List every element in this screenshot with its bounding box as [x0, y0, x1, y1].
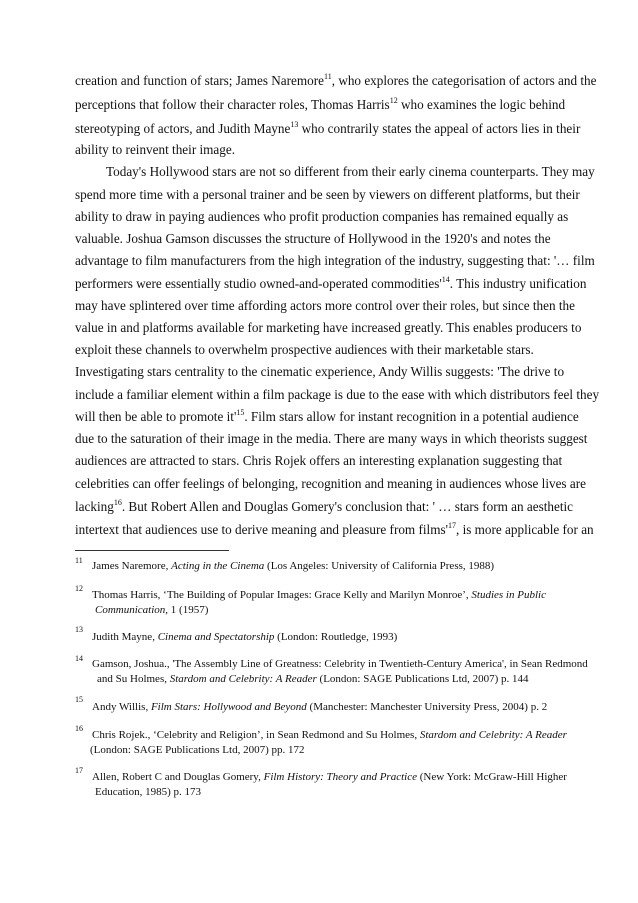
body-line: ability to draw in paying audiences who profit production companies has remained equally as [75, 209, 569, 224]
body-line: performers were essentially studio owned-and-operated $commodities'^{14}$. This industry unification [75, 275, 587, 291]
footnote-number: 13 [75, 625, 83, 634]
body-line: will then be able to promote $it'^{15}$. Film stars allow for instant recognition in a potential audience [75, 408, 579, 424]
footnote-text: Gamson, Joshua., 'The Assembly Line of Greatness: Celebrity in Twentieth-Century America', in Sean Redmond [92, 658, 588, 670]
body-line: spend more time with a personal trainer and be seen by viewers on different platforms, but their [75, 187, 580, 202]
footnote-text: (London: SAGE Publications Ltd, 2007) pp. 172 [90, 744, 305, 756]
body-line: Investigating stars centrality to the cinematic experience, Andy Willis suggests: 'The drive to [75, 364, 565, 379]
body-line: celebrities can offer feelings of belonging, recognition and meaning in audiences whose lives are [75, 476, 586, 491]
footnote-number: 14 [75, 654, 83, 663]
footnote-number: 15 [75, 695, 83, 704]
footnote-text: Judith Mayne, Cinema and Spectatorship (London: Routledge, 1993) [92, 631, 398, 643]
body-line: stereotyping of actors, and Judith Mayne$^{13}$ who contrarily states the appeal of actors lies in their [75, 120, 581, 136]
footnote-number: 11 [75, 556, 83, 565]
footnote-number: 12 [75, 584, 83, 593]
paragraph-start: Today's Hollywood stars are not so different from their early cinema counterparts. They may [106, 164, 595, 179]
body-line: perceptions that follow their character roles, Thomas Harris$^{12}$ who examines the logic behind [75, 96, 566, 112]
body-line: may have splintered over time affording actors more control over their roles, but since then the [75, 298, 575, 313]
body-line: creation and function of stars; James Naremore$^{11}$, who explores the categorisation of actors and the [75, 72, 597, 88]
footnote-separator [75, 550, 229, 551]
footnote-text: James Naremore, Acting in the Cinema (Los Angeles: University of California Press, 1988) [92, 560, 495, 572]
body-line: lacking$^{16}$. But Robert Allen and Douglas Gomery's conclusion that: ' … stars form an aesthetic [75, 498, 574, 514]
body-line: exploit these channels to overwhelm prospective audiences with their marketable stars. [75, 342, 534, 357]
footnote-text: Education, 1985) p. 173 [95, 786, 202, 798]
footnote-text: Communication, 1 (1957) [95, 604, 209, 616]
body-line: intertext that audiences use to derive meaning and pleasure from $films'^{17}$, is more applicable for an [75, 521, 594, 537]
footnote-text: and Su Holmes, Stardom and Celebrity: A Reader (London: SAGE Publications Ltd, 2007) p. 144 [97, 673, 529, 685]
body-line: ability to reinvent their image. [75, 142, 236, 157]
footnote-text: Chris Rojek., ‘Celebrity and Religion’, in Sean Redmond and Su Holmes, Stardom and Celebrity: A Reader [92, 729, 567, 741]
body-line: value in and platforms available for marketing have increased greatly. This enables producers to [75, 320, 582, 335]
footnote-text: Andy Willis, Film Stars: Hollywood and Beyond (Manchester: Manchester University Press, 2004) p. 2 [92, 701, 548, 713]
footnote-number: 16 [75, 724, 83, 733]
body-line: audiences are attracted to stars. Chris Rojek offers an interesting explanation suggesting that [75, 453, 563, 468]
footnote-text: Thomas Harris, ‘The Building of Popular Images: Grace Kelly and Marilyn Monroe’, Studies in Public [92, 589, 546, 601]
body-line: valuable. Joshua Gamson discusses the structure of Hollywood in the 1920's and notes the [75, 231, 551, 246]
body-line: advantage to film manufacturers from the high integration of the industry, suggesting that: '… film [75, 253, 595, 268]
footnote-text: Allen, Robert C and Douglas Gomery, Film History: Theory and Practice (New York: McGraw-Hill Higher [92, 771, 567, 783]
body-line: due to the saturation of their image in the media. There are many ways in which theorists suggest [75, 431, 588, 446]
footnote-number: 17 [75, 766, 83, 775]
body-line: include a familiar element within a film package is due to the ease with which distributors feel they [75, 387, 600, 402]
